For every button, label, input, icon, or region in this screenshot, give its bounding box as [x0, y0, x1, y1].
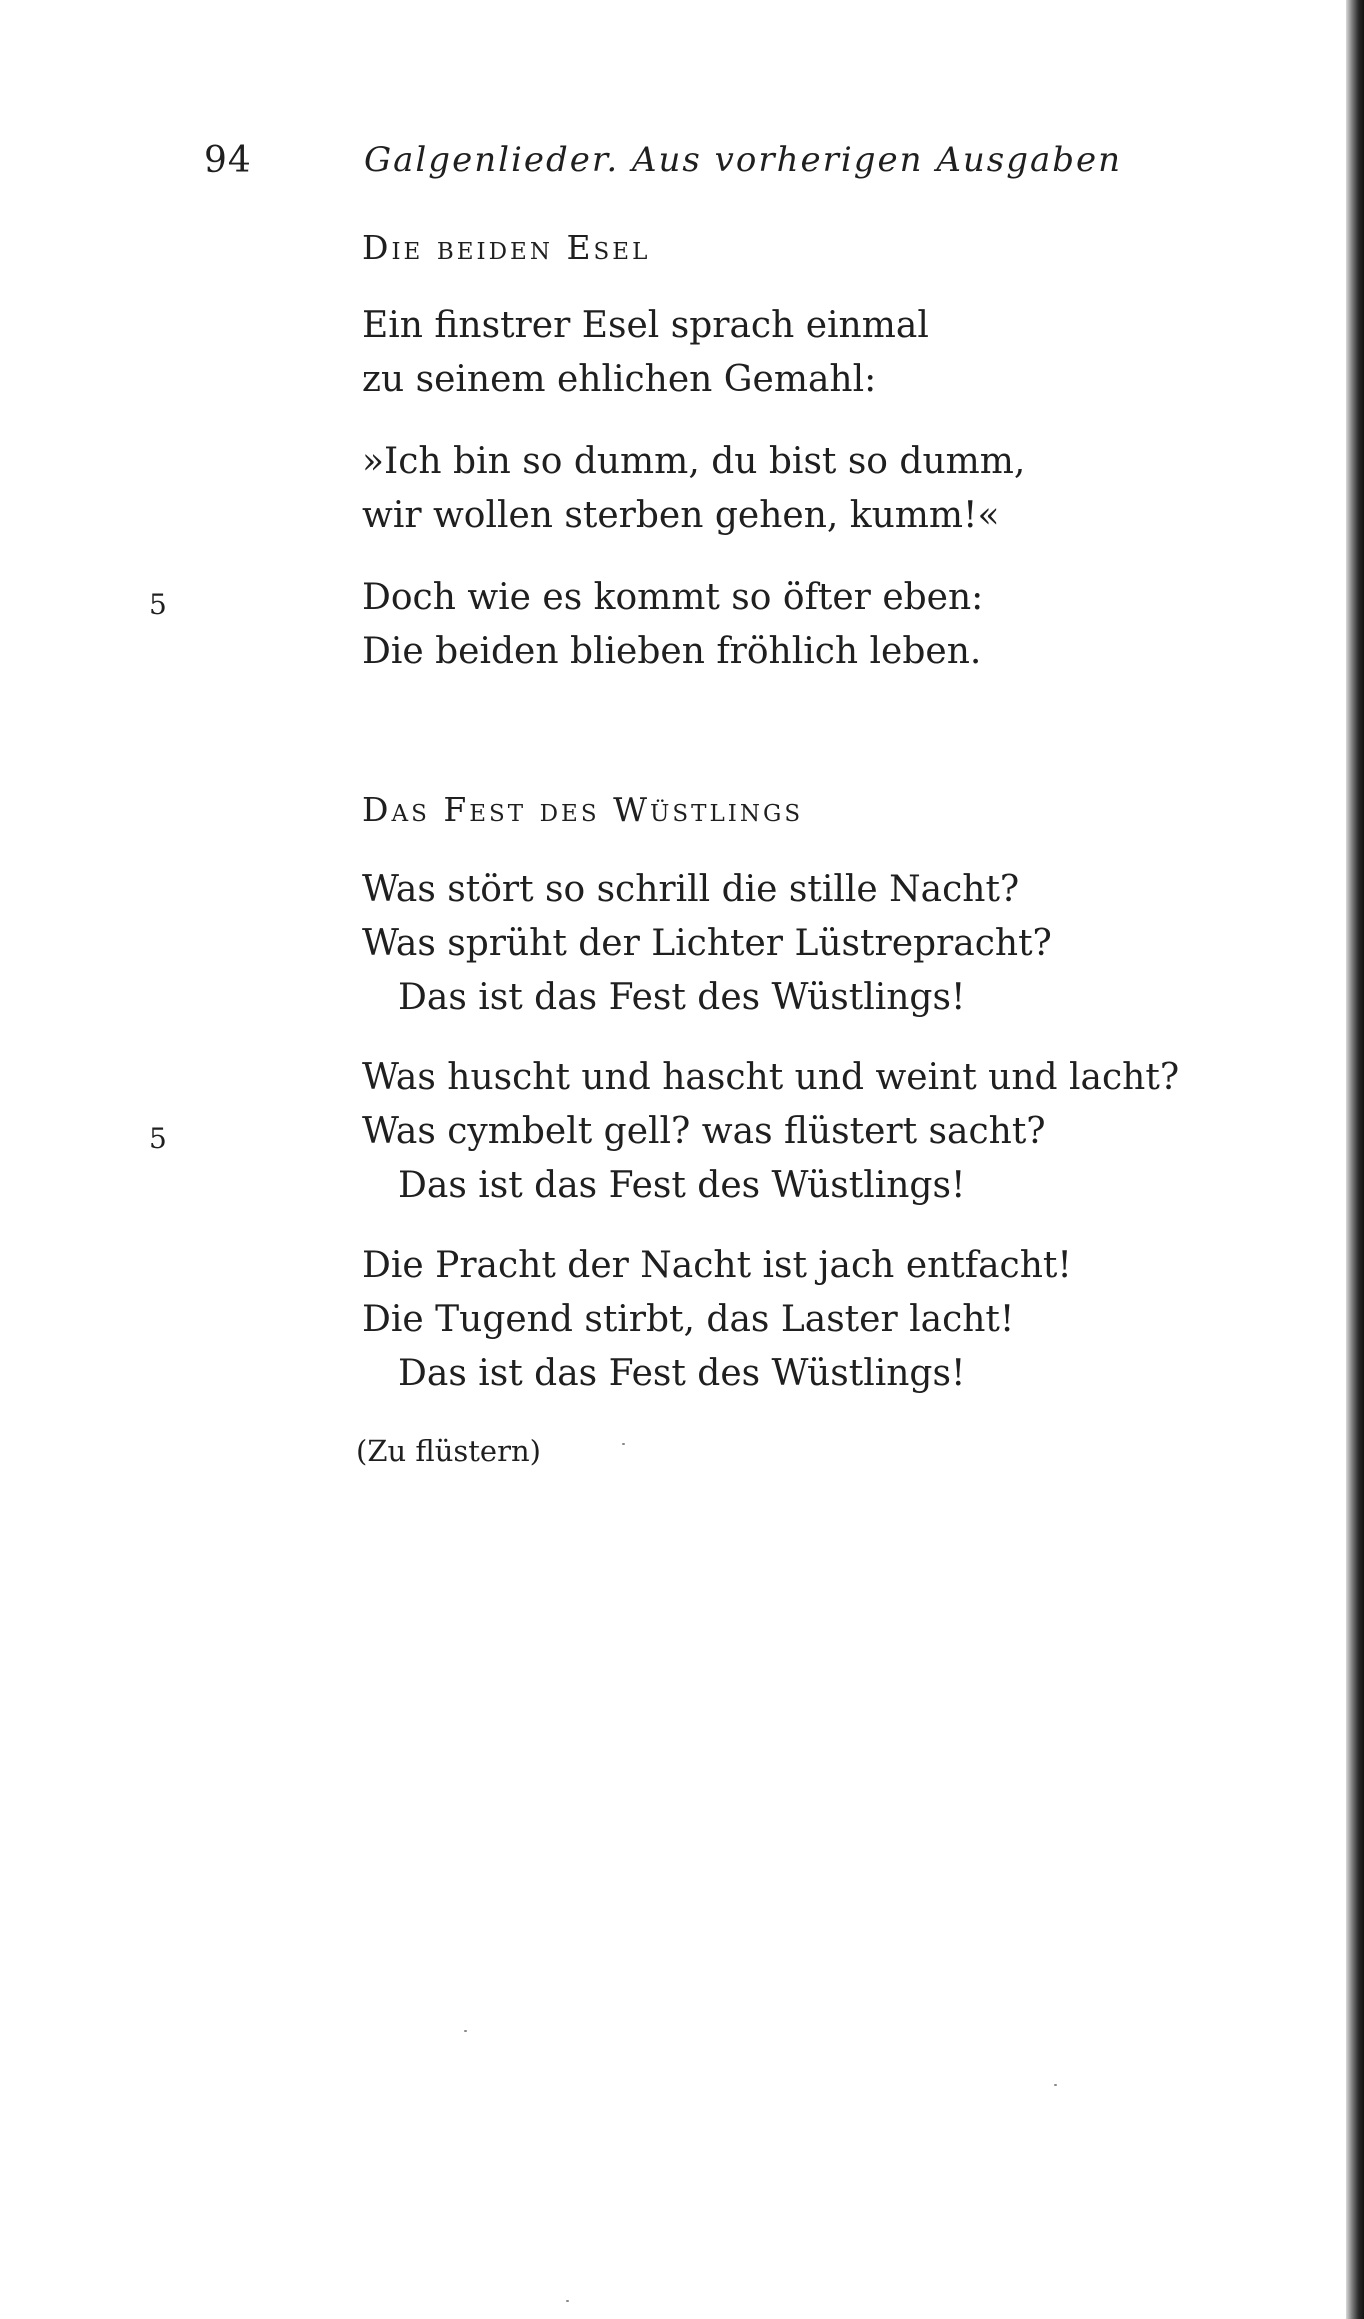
verse-line: Die Pracht der Nacht ist jach entfacht! — [362, 1245, 1072, 1286]
poem-title-das-fest-des-wuestlings: Das Fest des Wüstlings — [362, 790, 804, 829]
stage-note: (Zu flüstern) — [356, 1434, 541, 1468]
verse-line: »Ich bin so dumm, du bist so dumm, — [362, 441, 1026, 482]
verse-line: Ein finstrer Esel sprach einmal — [362, 305, 929, 346]
verse-refrain: Das ist das Fest des Wüstlings! — [398, 1353, 966, 1394]
running-head: Galgenlieder. Aus vorherigen Ausgaben — [364, 140, 1123, 180]
scan-speck — [1054, 2084, 1057, 2086]
verse-line: Doch wie es kommt so öfter eben: — [362, 577, 984, 618]
scan-speck — [622, 1443, 625, 1445]
verse-line: zu seinem ehlichen Gemahl: — [362, 359, 877, 400]
verse-line: Was sprüht der Lichter Lüstrepracht? — [362, 923, 1052, 964]
verse-line: Was huscht und hascht und weint und lacht? — [362, 1057, 1180, 1098]
verse-refrain: Das ist das Fest des Wüstlings! — [398, 1165, 966, 1206]
line-number: 5 — [149, 588, 167, 621]
scan-speck — [464, 2030, 467, 2032]
scan-speck — [566, 2300, 569, 2302]
verse-line: Die beiden blieben fröhlich leben. — [362, 631, 982, 672]
page-edge-shadow — [1346, 0, 1364, 2319]
verse-line: Die Tugend stirbt, das Laster lacht! — [362, 1299, 1015, 1340]
verse-line: Was cymbelt gell? was flüstert sacht? — [362, 1111, 1046, 1152]
verse-refrain: Das ist das Fest des Wüstlings! — [398, 977, 966, 1018]
verse-line: Was stört so schrill die stille Nacht? — [362, 869, 1020, 910]
verse-line: wir wollen sterben gehen, kumm!« — [362, 495, 1000, 536]
page-number: 94 — [204, 140, 252, 181]
line-number: 5 — [149, 1122, 167, 1155]
poem-title-die-beiden-esel: Die beiden Esel — [362, 228, 651, 267]
